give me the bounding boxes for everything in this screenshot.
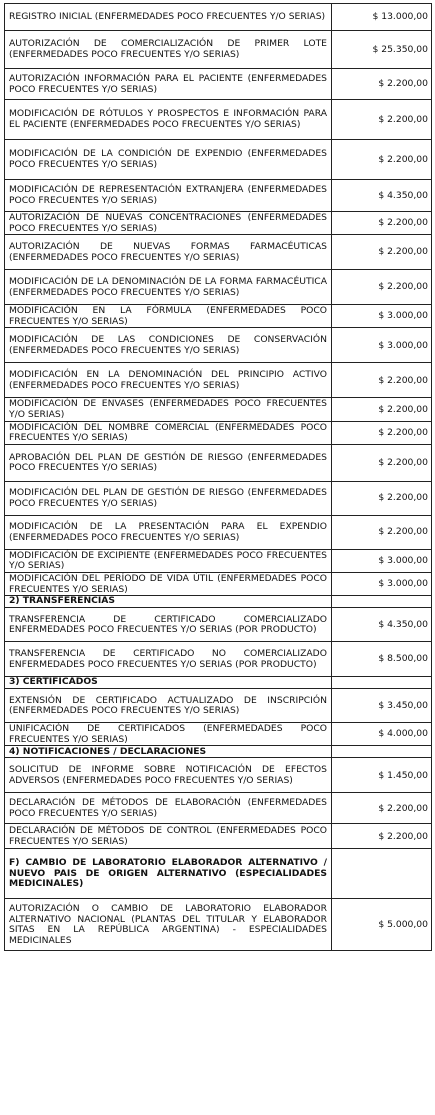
empty-price-cell [332, 677, 432, 689]
section-title: 3) CERTIFICADOS [5, 677, 332, 689]
table-row [5, 572, 432, 595]
section-title: 4) NOTIFICACIONES / DECLARACIONES [5, 746, 332, 758]
table-row [5, 642, 432, 677]
item-price: $ 3.000,00 [332, 305, 432, 328]
item-price: $ 4.350,00 [332, 608, 432, 642]
item-price: $ 2.200,00 [332, 421, 432, 444]
item-description: MODIFICACIÓN DEL PERÍODO DE VIDA ÚTIL (ENFERMEDADES POCO FRECUENTES Y/O SERIAS) [5, 572, 332, 595]
item-description: MODIFICACIÓN DE LA CONDICIÓN DE EXPENDIO (ENFERMEDADES POCO FRECUENTES Y/O SERIAS) [5, 140, 332, 180]
item-price: $ 2.200,00 [332, 270, 432, 305]
item-price: $ 2.200,00 [332, 444, 432, 481]
group-heading-row [5, 849, 432, 899]
table-row [5, 549, 432, 572]
item-price: $ 2.200,00 [332, 793, 432, 824]
item-price: $ 1.450,00 [332, 758, 432, 793]
table-row [5, 793, 432, 824]
item-description: MODIFICACIÓN DE RÓTULOS Y PROSPECTOS E INFORMACIÓN PARA EL PACIENTE (ENFERMEDADES POCO FRECUENTES Y/O SERIAS) [5, 100, 332, 140]
table-row [5, 328, 432, 363]
item-price: $ 4.000,00 [332, 723, 432, 746]
tariff-table-body [5, 4, 432, 951]
item-description: MODIFICACIÓN DEL NOMBRE COMERCIAL (ENFERMEDADES POCO FRECUENTES Y/O SERIAS) [5, 421, 332, 444]
item-description: UNIFICACIÓN DE CERTIFICADOS (ENFERMEDADES POCO FRECUENTES Y/O SERIAS) [5, 723, 332, 746]
item-description: AUTORIZACIÓN DE NUEVAS CONCENTRACIONES (ENFERMEDADES POCO FRECUENTES Y/O SERIAS) [5, 212, 332, 235]
item-description: MODIFICACIÓN EN LA FÓRMULA (ENFERMEDADES POCO FRECUENTES Y/O SERIAS) [5, 305, 332, 328]
table-row [5, 689, 432, 723]
tariff-table [4, 3, 432, 951]
item-description: DECLARACIÓN DE MÉTODOS DE ELABORACIÓN (ENFERMEDADES POCO FRECUENTES Y/O SERIAS) [5, 793, 332, 824]
section-title: 2) TRANSFERENCIAS [5, 596, 332, 608]
item-price: $ 2.200,00 [332, 212, 432, 235]
item-description: MODIFICACIÓN DE LAS CONDICIONES DE CONSERVACIÓN (ENFERMEDADES POCO FRECUENTES Y/O SERIAS) [5, 328, 332, 363]
item-price: $ 3.000,00 [332, 549, 432, 572]
item-description: APROBACIÓN DEL PLAN DE GESTIÓN DE RIESGO (ENFERMEDADES POCO FRECUENTES Y/O SERIAS) [5, 444, 332, 481]
item-price: $ 2.200,00 [332, 100, 432, 140]
table-row [5, 515, 432, 549]
item-description: EXTENSIÓN DE CERTIFICADO ACTUALIZADO DE INSCRIPCIÓN (ENFERMEDADES POCO FRECUENTES Y/O SERIAS) [5, 689, 332, 723]
item-description: MODIFICACIÓN DE ENVASES (ENFERMEDADES POCO FRECUENTES Y/O SERIAS) [5, 398, 332, 421]
item-description: MODIFICACIÓN DE LA DENOMINACIÓN DE LA FORMA FARMACÉUTICA (ENFERMEDADES POCO FRECUENTES Y/O SERIAS) [5, 270, 332, 305]
table-row [5, 31, 432, 69]
table-row [5, 481, 432, 515]
table-row [5, 421, 432, 444]
item-description: DECLARACIÓN DE MÉTODOS DE CONTROL (ENFERMEDADES POCO FRECUENTES Y/O SERIAS) [5, 824, 332, 849]
item-price: $ 3.000,00 [332, 572, 432, 595]
table-row [5, 235, 432, 270]
item-price: $ 13.000,00 [332, 4, 432, 31]
item-description: AUTORIZACIÓN INFORMACIÓN PARA EL PACIENTE (ENFERMEDADES POCO FRECUENTES Y/O SERIAS) [5, 69, 332, 100]
item-description: AUTORIZACIÓN DE NUEVAS FORMAS FARMACÉUTICAS (ENFERMEDADES POCO FRECUENTES Y/O SERIAS) [5, 235, 332, 270]
table-row [5, 723, 432, 746]
item-price: $ 2.200,00 [332, 824, 432, 849]
item-description: TRANSFERENCIA DE CERTIFICADO COMERCIALIZADO ENFERMEDADES POCO FRECUENTES Y/O SERIAS (POR PRODUCTO) [5, 608, 332, 642]
table-row [5, 212, 432, 235]
item-price: $ 25.350,00 [332, 31, 432, 69]
item-description: SOLICITUD DE INFORME SOBRE NOTIFICACIÓN DE EFECTOS ADVERSOS (ENFERMEDADES POCO FRECUENTES Y/O SERIAS) [5, 758, 332, 793]
item-description: MODIFICACIÓN EN LA DENOMINACIÓN DEL PRINCIPIO ACTIVO (ENFERMEDADES POCO FRECUENTES Y/O SERIAS) [5, 363, 332, 398]
item-description: TRANSFERENCIA DE CERTIFICADO NO COMERCIALIZADO ENFERMEDADES POCO FRECUENTES Y/O SERIAS (POR PRODUCTO) [5, 642, 332, 677]
empty-price-cell [332, 849, 432, 899]
table-row [5, 444, 432, 481]
table-row [5, 758, 432, 793]
table-row [5, 305, 432, 328]
empty-price-cell [332, 746, 432, 758]
section-header-row [5, 746, 432, 758]
item-price: $ 8.500,00 [332, 642, 432, 677]
section-header-row [5, 677, 432, 689]
table-row [5, 824, 432, 849]
item-description: REGISTRO INICIAL (ENFERMEDADES POCO FRECUENTES Y/O SERIAS) [5, 4, 332, 31]
table-row [5, 398, 432, 421]
item-description: AUTORIZACIÓN O CAMBIO DE LABORATORIO ELABORADOR ALTERNATIVO NACIONAL (PLANTAS DEL TITULAR Y ELABORADOR SITAS EN LA REPÚBLICA ARGENTINA) - ESPECIALIDADES MEDICINALES [5, 899, 332, 951]
table-row [5, 4, 432, 31]
table-row [5, 100, 432, 140]
item-price: $ 2.200,00 [332, 235, 432, 270]
item-description: MODIFICACIÓN DE EXCIPIENTE (ENFERMEDADES POCO FRECUENTES Y/O SERIAS) [5, 549, 332, 572]
table-row [5, 140, 432, 180]
item-price: $ 3.000,00 [332, 328, 432, 363]
item-price: $ 2.200,00 [332, 398, 432, 421]
item-price: $ 3.450,00 [332, 689, 432, 723]
table-row [5, 899, 432, 951]
item-price: $ 4.350,00 [332, 180, 432, 212]
item-price: $ 2.200,00 [332, 363, 432, 398]
tariff-document [4, 3, 431, 951]
table-row [5, 69, 432, 100]
item-price: $ 2.200,00 [332, 515, 432, 549]
item-description: AUTORIZACIÓN DE COMERCIALIZACIÓN DE PRIMER LOTE (ENFERMEDADES POCO FRECUENTES Y/O SERIAS) [5, 31, 332, 69]
table-row [5, 180, 432, 212]
item-price: $ 2.200,00 [332, 140, 432, 180]
table-row [5, 270, 432, 305]
section-header-row [5, 596, 432, 608]
empty-price-cell [332, 596, 432, 608]
table-row [5, 363, 432, 398]
section-title: F) CAMBIO DE LABORATORIO ELABORADOR ALTERNATIVO / NUEVO PAIS DE ORIGEN ALTERNATIVO (ESPECIALIDADES MEDICINALES) [5, 849, 332, 899]
item-description: MODIFICACIÓN DEL PLAN DE GESTIÓN DE RIESGO (ENFERMEDADES POCO FRECUENTES Y/O SERIAS) [5, 481, 332, 515]
table-row [5, 608, 432, 642]
item-price: $ 5.000,00 [332, 899, 432, 951]
item-description: MODIFICACIÓN DE LA PRESENTACIÓN PARA EL EXPENDIO (ENFERMEDADES POCO FRECUENTES Y/O SERIAS) [5, 515, 332, 549]
item-price: $ 2.200,00 [332, 69, 432, 100]
item-price: $ 2.200,00 [332, 481, 432, 515]
item-description: MODIFICACIÓN DE REPRESENTACIÓN EXTRANJERA (ENFERMEDADES POCO FRECUENTES Y/O SERIAS) [5, 180, 332, 212]
